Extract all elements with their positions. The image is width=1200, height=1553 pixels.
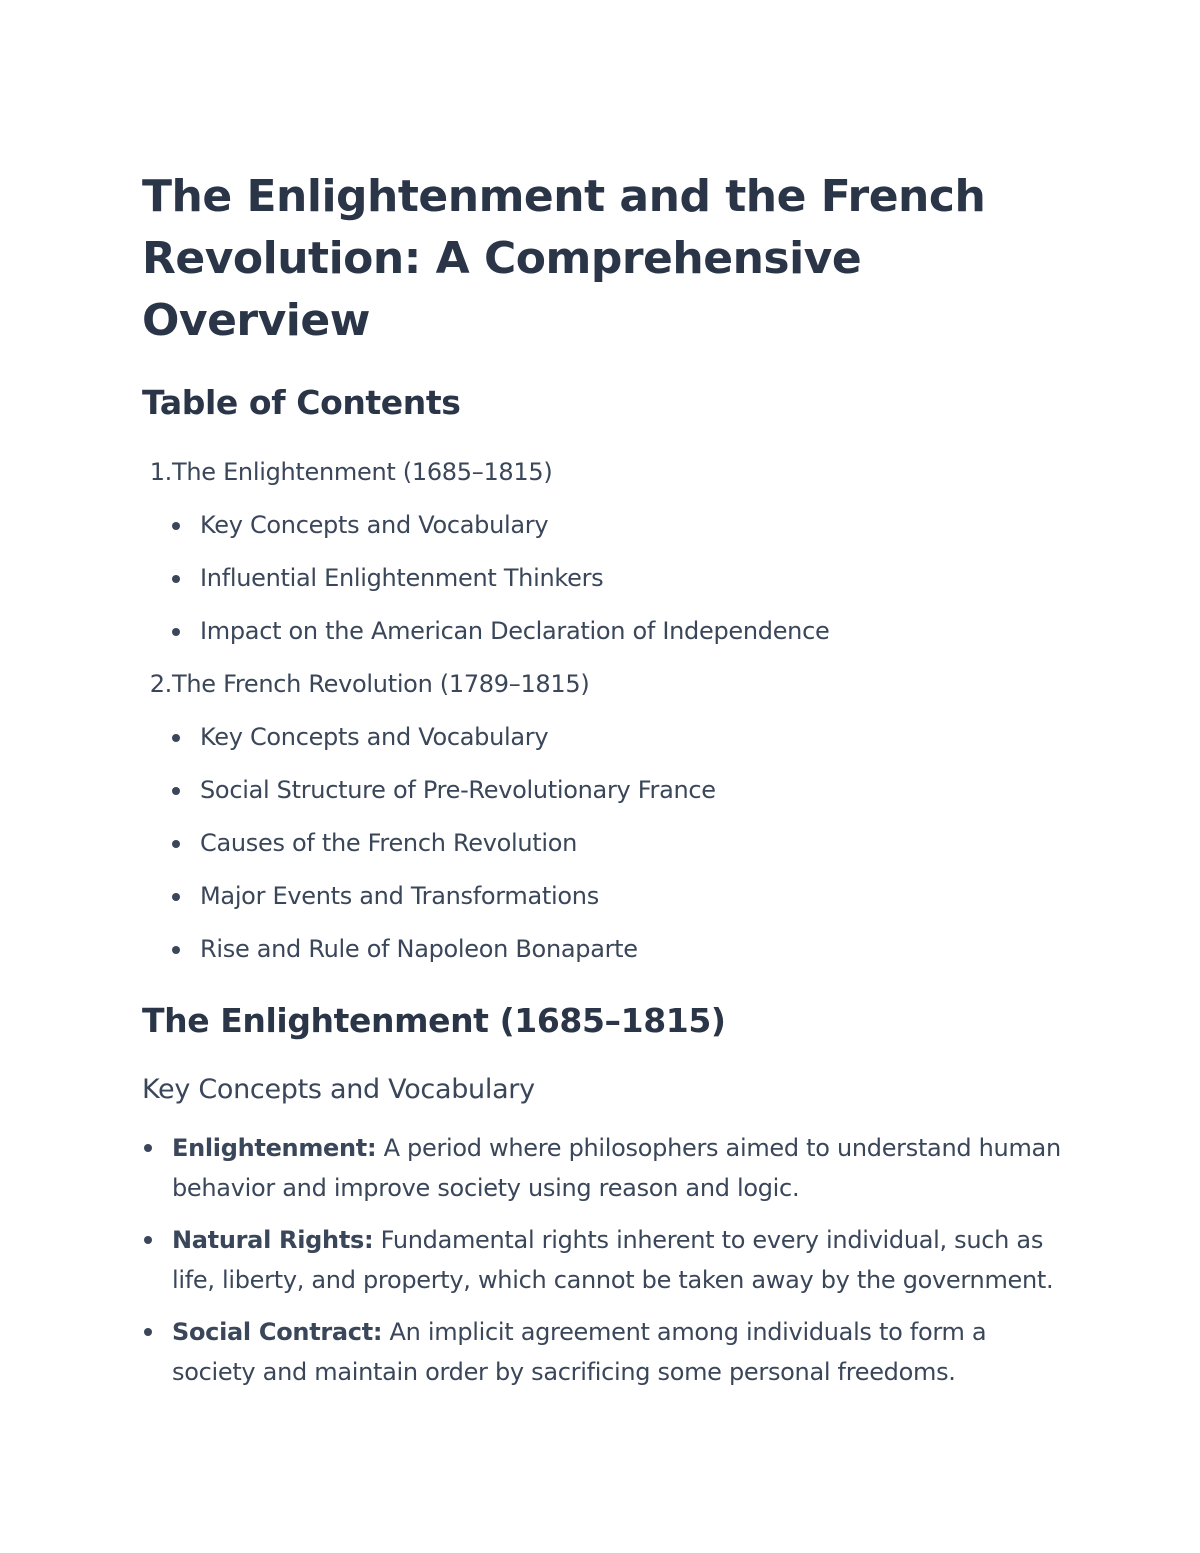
toc-section-number: 1. bbox=[149, 458, 172, 486]
bullet-icon bbox=[172, 840, 180, 848]
vocabulary-term: Natural Rights: bbox=[172, 1226, 374, 1254]
vocabulary-item bbox=[142, 1312, 1062, 1392]
vocabulary-definition: A period where philosophers aimed to understand human behavior and improve society using reason and logic. bbox=[172, 1134, 1061, 1202]
toc-subsection-item bbox=[142, 711, 1062, 764]
bullet-icon bbox=[144, 1236, 152, 1244]
vocabulary-definition: Fundamental rights inherent to every individual, such as life, liberty, and property, which cannot be taken away by the government. bbox=[172, 1226, 1054, 1294]
bullet-icon bbox=[172, 628, 180, 636]
bullet-icon bbox=[172, 893, 180, 901]
bullet-icon bbox=[144, 1144, 152, 1152]
toc-subsection-item bbox=[142, 817, 1062, 870]
vocabulary-term: Social Contract: bbox=[172, 1318, 383, 1346]
toc-section bbox=[142, 446, 1062, 658]
toc-subsection-item bbox=[142, 605, 1062, 658]
toc-subsection-label: Key Concepts and Vocabulary bbox=[200, 511, 549, 539]
document-page bbox=[142, 166, 1062, 1404]
toc-subsection-label: Social Structure of Pre-Revolutionary France bbox=[200, 776, 716, 804]
table-of-contents bbox=[142, 446, 1062, 976]
toc-section-title bbox=[142, 658, 1062, 711]
bullet-icon bbox=[172, 575, 180, 583]
vocabulary-term: Enlightenment: bbox=[172, 1134, 377, 1162]
toc-section-title bbox=[142, 446, 1062, 499]
vocabulary-entry bbox=[172, 1220, 1062, 1300]
section-heading: The Enlightenment (1685–1815) bbox=[142, 1001, 726, 1040]
vocabulary-item bbox=[142, 1128, 1062, 1208]
toc-subsection-label: Rise and Rule of Napoleon Bonaparte bbox=[200, 935, 638, 963]
toc-subsection-label: Influential Enlightenment Thinkers bbox=[200, 564, 604, 592]
toc-subsection-item bbox=[142, 923, 1062, 976]
toc-section-label: The Enlightenment (1685–1815) bbox=[172, 458, 553, 486]
vocabulary-entry bbox=[172, 1312, 1062, 1392]
toc-subsection-item bbox=[142, 870, 1062, 923]
vocabulary-list bbox=[142, 1128, 1062, 1392]
toc-heading: Table of Contents bbox=[142, 383, 461, 422]
toc-subsection-item bbox=[142, 499, 1062, 552]
toc-subsection-list bbox=[142, 499, 1062, 658]
document-title: The Enlightenment and the French Revolution: A Comprehensive Overview bbox=[142, 171, 986, 346]
toc-section bbox=[142, 658, 1062, 976]
toc-subsection-list bbox=[142, 711, 1062, 976]
vocabulary-entry bbox=[172, 1128, 1062, 1208]
bullet-icon bbox=[172, 946, 180, 954]
toc-subsection-label: Impact on the American Declaration of Independence bbox=[200, 617, 830, 645]
toc-section-label: The French Revolution (1789–1815) bbox=[172, 670, 590, 698]
bullet-icon bbox=[172, 522, 180, 530]
bullet-icon bbox=[172, 734, 180, 742]
toc-subsection-label: Key Concepts and Vocabulary bbox=[200, 723, 549, 751]
vocabulary-item bbox=[142, 1220, 1062, 1300]
bullet-icon bbox=[172, 787, 180, 795]
toc-subsection-label: Major Events and Transformations bbox=[200, 882, 599, 910]
toc-subsection-label: Causes of the French Revolution bbox=[200, 829, 578, 857]
toc-subsection-item bbox=[142, 764, 1062, 817]
subsection-heading: Key Concepts and Vocabulary bbox=[142, 1074, 535, 1105]
vocabulary-definition: An implicit agreement among individuals to form a society and maintain order by sacrificing some personal freedoms. bbox=[172, 1318, 987, 1386]
bullet-icon bbox=[144, 1328, 152, 1336]
toc-subsection-item bbox=[142, 552, 1062, 605]
toc-section-number: 2. bbox=[149, 670, 172, 698]
